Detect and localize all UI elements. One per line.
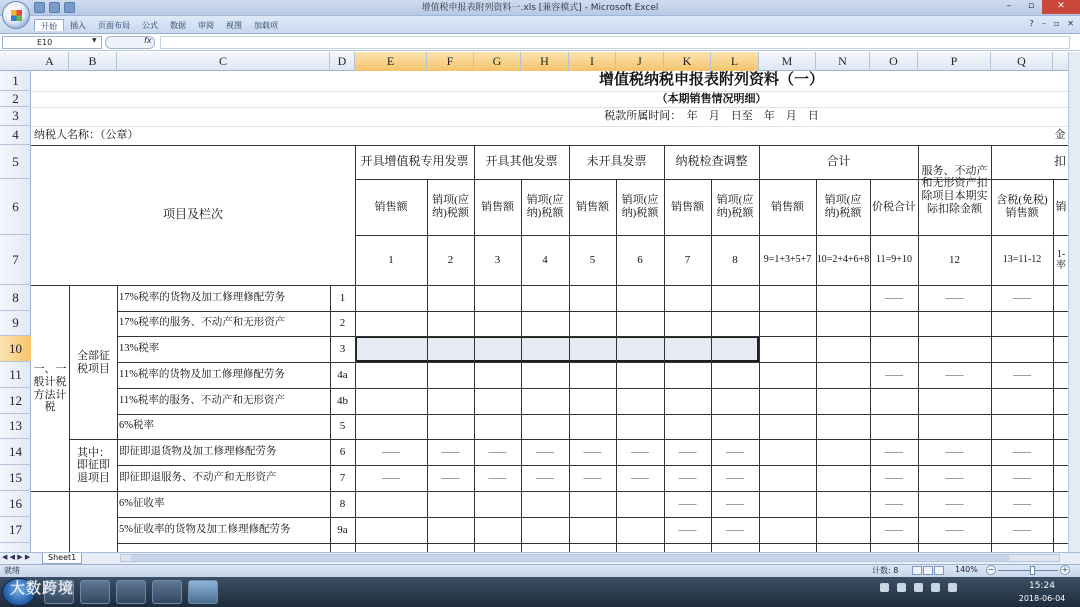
doc-minimize-icon[interactable]: – bbox=[1041, 19, 1046, 28]
col-number: 13=11-12 bbox=[1002, 254, 1042, 266]
clock-date[interactable]: 2018-06-04 bbox=[1018, 594, 1066, 603]
view-buttons bbox=[912, 566, 944, 575]
row-header-15[interactable]: 15 bbox=[0, 465, 31, 491]
item-label: 即征即退货物及加工修理修配劳务 bbox=[119, 445, 277, 457]
item-label: 17%税率的服务、不动产和无形资产 bbox=[119, 317, 286, 329]
subheader-sales: 销售额 bbox=[671, 200, 704, 213]
item-number: 5 bbox=[339, 420, 346, 433]
group-other-invoice: 开具其他发票 bbox=[485, 154, 558, 169]
subheader-sales: 销售额 bbox=[481, 200, 514, 213]
col-number: 9=1+3+5+7 bbox=[763, 254, 812, 266]
tab-addins[interactable]: 加载项 bbox=[254, 21, 278, 30]
selected-range[interactable] bbox=[355, 336, 759, 362]
doc-restore-icon[interactable]: ▫ bbox=[1053, 19, 1060, 28]
item-label: 13%税率 bbox=[119, 342, 160, 354]
subheader-tax-inclusive-total: 价税合计 bbox=[872, 200, 916, 213]
item-number: 4b bbox=[337, 394, 348, 407]
subheader-cut: 销 bbox=[1055, 200, 1067, 213]
dash-cell: —— bbox=[885, 498, 903, 509]
levy-refund-label: 其中：即征即退项目 bbox=[77, 446, 110, 484]
dash-cell: —— bbox=[885, 369, 903, 380]
row-header-11[interactable]: 11 bbox=[0, 362, 31, 388]
dash-cell: —— bbox=[488, 446, 507, 457]
system-tray bbox=[880, 583, 957, 592]
maximize-button[interactable]: ▫ bbox=[1027, 1, 1035, 11]
zoom-in-button[interactable]: + bbox=[1061, 565, 1069, 574]
row-header-8[interactable]: 8 bbox=[0, 285, 31, 311]
col-number: 2 bbox=[447, 253, 454, 266]
item-number: 8 bbox=[339, 497, 346, 510]
dash-cell: —— bbox=[441, 446, 460, 457]
zoom-slider-handle[interactable] bbox=[1030, 566, 1035, 575]
column-header-f[interactable]: F bbox=[427, 52, 474, 71]
close-button[interactable]: ✕ bbox=[1042, 0, 1080, 14]
dash-cell: —— bbox=[1013, 498, 1031, 509]
row-header-1[interactable]: 1 bbox=[0, 71, 31, 91]
item-label: 6%征收率 bbox=[119, 497, 165, 509]
dash-cell: —— bbox=[1013, 472, 1031, 483]
dash-cell: —— bbox=[678, 524, 697, 535]
column-header-n[interactable]: N bbox=[816, 52, 870, 71]
dash-cell: —— bbox=[536, 472, 554, 483]
subheader-sales: 销售额 bbox=[374, 200, 408, 213]
window-title: 增值税申报表附列资料一.xls [兼容模式] - Microsoft Excel bbox=[421, 3, 659, 13]
horizontal-scroll-thumb[interactable] bbox=[130, 555, 1010, 561]
col-number: 10=2+4+6+8 bbox=[816, 254, 870, 266]
item-label: 6%税率 bbox=[119, 420, 154, 432]
row-header-13[interactable]: 13 bbox=[0, 414, 31, 439]
item-header: 项目及栏次 bbox=[162, 207, 223, 222]
dash-cell: —— bbox=[945, 498, 964, 509]
dash-cell: —— bbox=[885, 446, 903, 457]
col-number: 11=9+10 bbox=[876, 254, 912, 266]
subheader-output-tax: 销项(应纳)税额 bbox=[716, 194, 754, 219]
dash-cell: —— bbox=[678, 498, 697, 509]
office-logo-icon bbox=[11, 10, 22, 21]
table-border bbox=[117, 285, 118, 552]
page-layout-view-icon[interactable] bbox=[923, 566, 933, 575]
dash-cell: —— bbox=[1013, 369, 1031, 380]
group-special-invoice: 开具增值税专用发票 bbox=[360, 154, 469, 169]
col-number: 5 bbox=[589, 253, 596, 266]
normal-view-icon[interactable] bbox=[912, 566, 922, 575]
office-button[interactable] bbox=[2, 1, 30, 29]
subheader-sales: 销售额 bbox=[576, 200, 609, 213]
zoom-level[interactable]: 140% bbox=[955, 565, 978, 574]
dash-cell: —— bbox=[945, 446, 964, 457]
dash-cell: —— bbox=[726, 446, 744, 457]
subheader-output-tax: 销项(应纳)税额 bbox=[526, 194, 564, 219]
item-label: 5%征收率的货物及加工修理修配劳务 bbox=[119, 523, 291, 535]
tray-network-icon[interactable] bbox=[948, 583, 957, 592]
item-label: 即征即退服务、不动产和无形资产 bbox=[119, 471, 277, 483]
formula-input[interactable] bbox=[160, 36, 1070, 49]
sheet-tab-sheet1[interactable]: Sheet1 bbox=[42, 553, 82, 564]
subheader-output-tax: 销项(应纳)税额 bbox=[621, 194, 659, 219]
dash-cell: —— bbox=[1013, 524, 1031, 535]
dash-cell: —— bbox=[382, 472, 400, 483]
column-header-d[interactable]: D bbox=[330, 52, 355, 71]
explorer-icon[interactable] bbox=[80, 580, 110, 604]
table-border bbox=[117, 543, 1068, 544]
ribbon-right-controls bbox=[1030, 19, 1074, 28]
tray-app-icon[interactable] bbox=[897, 583, 906, 592]
redo-icon[interactable] bbox=[64, 2, 75, 13]
item-label: 11%税率的货物及加工修理修配劳务 bbox=[119, 368, 285, 380]
dash-cell: —— bbox=[583, 472, 602, 483]
minimize-button[interactable]: – bbox=[1006, 1, 1012, 11]
column-header-h[interactable]: H bbox=[521, 52, 569, 71]
excel-icon[interactable] bbox=[188, 580, 218, 604]
watermark: 大数跨境 bbox=[10, 579, 75, 597]
dash-cell: —— bbox=[678, 446, 697, 457]
dash-cell: —— bbox=[945, 292, 964, 303]
media-icon[interactable] bbox=[116, 580, 146, 604]
column-header-o[interactable]: O bbox=[870, 52, 918, 71]
dash-cell: —— bbox=[726, 498, 744, 509]
column-header-l[interactable]: L bbox=[711, 52, 759, 71]
column-header-m[interactable]: M bbox=[759, 52, 816, 71]
group-no-invoice: 未开具发票 bbox=[586, 154, 647, 169]
item-number: 9a bbox=[337, 523, 348, 536]
row-header-16[interactable]: 16 bbox=[0, 491, 31, 517]
item-number: 6 bbox=[339, 445, 346, 458]
sheet-subtitle: （本期销售情况明细） bbox=[656, 92, 767, 105]
row-header-17[interactable]: 17 bbox=[0, 517, 31, 543]
chevron-down-icon[interactable]: ▼ bbox=[92, 37, 97, 44]
column-header-j[interactable]: J bbox=[616, 52, 664, 71]
column-header-p[interactable]: P bbox=[918, 52, 991, 71]
dash-cell: —— bbox=[441, 472, 460, 483]
dash-cell: —— bbox=[488, 472, 507, 483]
column-header-q[interactable]: Q bbox=[991, 52, 1053, 71]
window-controls bbox=[998, 0, 1080, 14]
subheader-output-tax: 销项(应纳)税额 bbox=[824, 194, 862, 219]
dash-cell: —— bbox=[631, 472, 649, 483]
undo-icon[interactable] bbox=[49, 2, 60, 13]
subheader-output-tax: 销项(应纳)税额 bbox=[432, 194, 469, 219]
help-icon[interactable]: ? bbox=[1029, 19, 1034, 28]
column-header-i[interactable]: I bbox=[569, 52, 616, 71]
tax-period: 税款所属时间： 年 月 日至 年 月 日 bbox=[604, 110, 819, 123]
row-header-6[interactable]: 6 bbox=[0, 179, 31, 235]
group-deduct-cut: 扣 bbox=[1053, 154, 1066, 169]
doc-close-icon[interactable]: ✕ bbox=[1067, 19, 1074, 28]
subheader-sales: 销售额 bbox=[771, 200, 804, 213]
col-number: 1-率 bbox=[1056, 248, 1066, 271]
dash-cell: —— bbox=[536, 446, 554, 457]
tab-review[interactable]: 审阅 bbox=[198, 21, 214, 30]
row-header-7[interactable]: 7 bbox=[0, 235, 31, 285]
item-number: 4a bbox=[337, 368, 348, 381]
powerpoint-icon[interactable] bbox=[152, 580, 182, 604]
page-break-view-icon[interactable] bbox=[934, 566, 944, 575]
row-header-3[interactable]: 3 bbox=[0, 107, 31, 126]
dash-cell: —— bbox=[1013, 446, 1031, 457]
dash-cell: —— bbox=[885, 292, 903, 303]
zoom-out-button[interactable]: − bbox=[987, 565, 995, 574]
table-border bbox=[816, 179, 817, 552]
tab-formulas[interactable]: 公式 bbox=[142, 21, 158, 30]
tab-page-layout[interactable]: 页面布局 bbox=[98, 21, 130, 30]
all-levy-label: 全部征税项目 bbox=[77, 349, 110, 375]
col-number: 6 bbox=[637, 253, 643, 266]
subheader-tax-free-sales: 含税(免税)销售额 bbox=[996, 194, 1048, 219]
col-number: 12 bbox=[949, 253, 960, 266]
item-label: 17%税率的货物及加工修理修配劳务 bbox=[119, 291, 286, 303]
dash-cell: —— bbox=[885, 524, 903, 535]
item-number: 1 bbox=[339, 291, 346, 304]
dash-cell: —— bbox=[726, 472, 744, 483]
method-label: 一、一般计税方法计税 bbox=[33, 363, 67, 414]
col-number: 1 bbox=[388, 253, 394, 266]
col-number: 4 bbox=[542, 253, 548, 266]
tray-volume-icon[interactable] bbox=[931, 583, 940, 592]
tab-data[interactable]: 数据 bbox=[170, 21, 186, 30]
item-number: 7 bbox=[339, 471, 346, 484]
col-number: 7 bbox=[684, 253, 691, 266]
row-header-2[interactable]: 2 bbox=[0, 91, 31, 107]
column-header-a[interactable]: A bbox=[31, 52, 69, 71]
zoom-slider[interactable] bbox=[998, 570, 1058, 571]
dash-cell: —— bbox=[885, 472, 903, 483]
column-header-k[interactable]: K bbox=[664, 52, 711, 71]
row-header-9[interactable]: 9 bbox=[0, 311, 31, 336]
sheet-nav-arrows-icon[interactable]: ◀ ◀ ▶ ▶ bbox=[2, 553, 31, 561]
save-icon[interactable] bbox=[34, 2, 45, 13]
tray-flag-icon[interactable] bbox=[914, 583, 923, 592]
dash-cell: —— bbox=[631, 446, 649, 457]
tab-view[interactable]: 视图 bbox=[226, 21, 242, 30]
taxpayer-name-label: 纳税人名称：（公章） bbox=[34, 129, 139, 142]
dash-cell: —— bbox=[945, 369, 964, 380]
row-header-12[interactable]: 12 bbox=[0, 388, 31, 414]
group-total: 合计 bbox=[826, 154, 851, 169]
row-header-10[interactable]: 10 bbox=[0, 336, 31, 362]
item-number: 2 bbox=[339, 317, 346, 330]
amount-unit-label: 金 bbox=[1054, 129, 1066, 142]
status-ready: 就绪 bbox=[4, 566, 20, 575]
row-header-14[interactable]: 14 bbox=[0, 439, 31, 465]
group-deduction: 服务、不动产和无形资产扣除项目本期实际扣除金额 bbox=[921, 164, 988, 215]
name-box[interactable]: E10 bbox=[2, 36, 102, 49]
col-number: 3 bbox=[494, 253, 501, 266]
clock-time[interactable]: 15:24 bbox=[1029, 581, 1055, 591]
status-count: 计数: 8 bbox=[872, 566, 899, 575]
tray-keyboard-icon[interactable] bbox=[880, 583, 889, 592]
quick-access-toolbar bbox=[34, 2, 75, 14]
column-header-c[interactable]: C bbox=[117, 52, 330, 71]
dash-cell: —— bbox=[382, 446, 400, 457]
dash-cell: —— bbox=[945, 524, 964, 535]
tab-insert[interactable]: 插入 bbox=[70, 21, 86, 30]
sheet-title: 增值税纳税申报表附列资料（一） bbox=[598, 72, 824, 89]
column-header-b[interactable]: B bbox=[69, 52, 117, 71]
group-tax-inspection: 纳税检查调整 bbox=[675, 154, 748, 169]
column-header-g[interactable]: G bbox=[474, 52, 521, 71]
dash-cell: —— bbox=[945, 472, 964, 483]
tab-home[interactable]: 开始 bbox=[34, 19, 64, 31]
ribbon-tabs bbox=[34, 19, 284, 31]
dash-cell: —— bbox=[678, 472, 697, 483]
item-number: 3 bbox=[339, 342, 346, 355]
insert-function-icon[interactable]: fx bbox=[144, 36, 152, 45]
dash-cell: —— bbox=[1013, 292, 1031, 303]
row-header-5[interactable]: 5 bbox=[0, 145, 31, 179]
row-header-4[interactable]: 4 bbox=[0, 126, 31, 145]
item-label: 11%税率的服务、不动产和无形资产 bbox=[119, 394, 285, 406]
dash-cell: —— bbox=[726, 524, 744, 535]
col-number: 8 bbox=[732, 253, 738, 266]
dash-cell: —— bbox=[583, 446, 602, 457]
column-header-e[interactable]: E bbox=[355, 52, 427, 71]
vertical-scrollbar[interactable] bbox=[1068, 52, 1080, 552]
